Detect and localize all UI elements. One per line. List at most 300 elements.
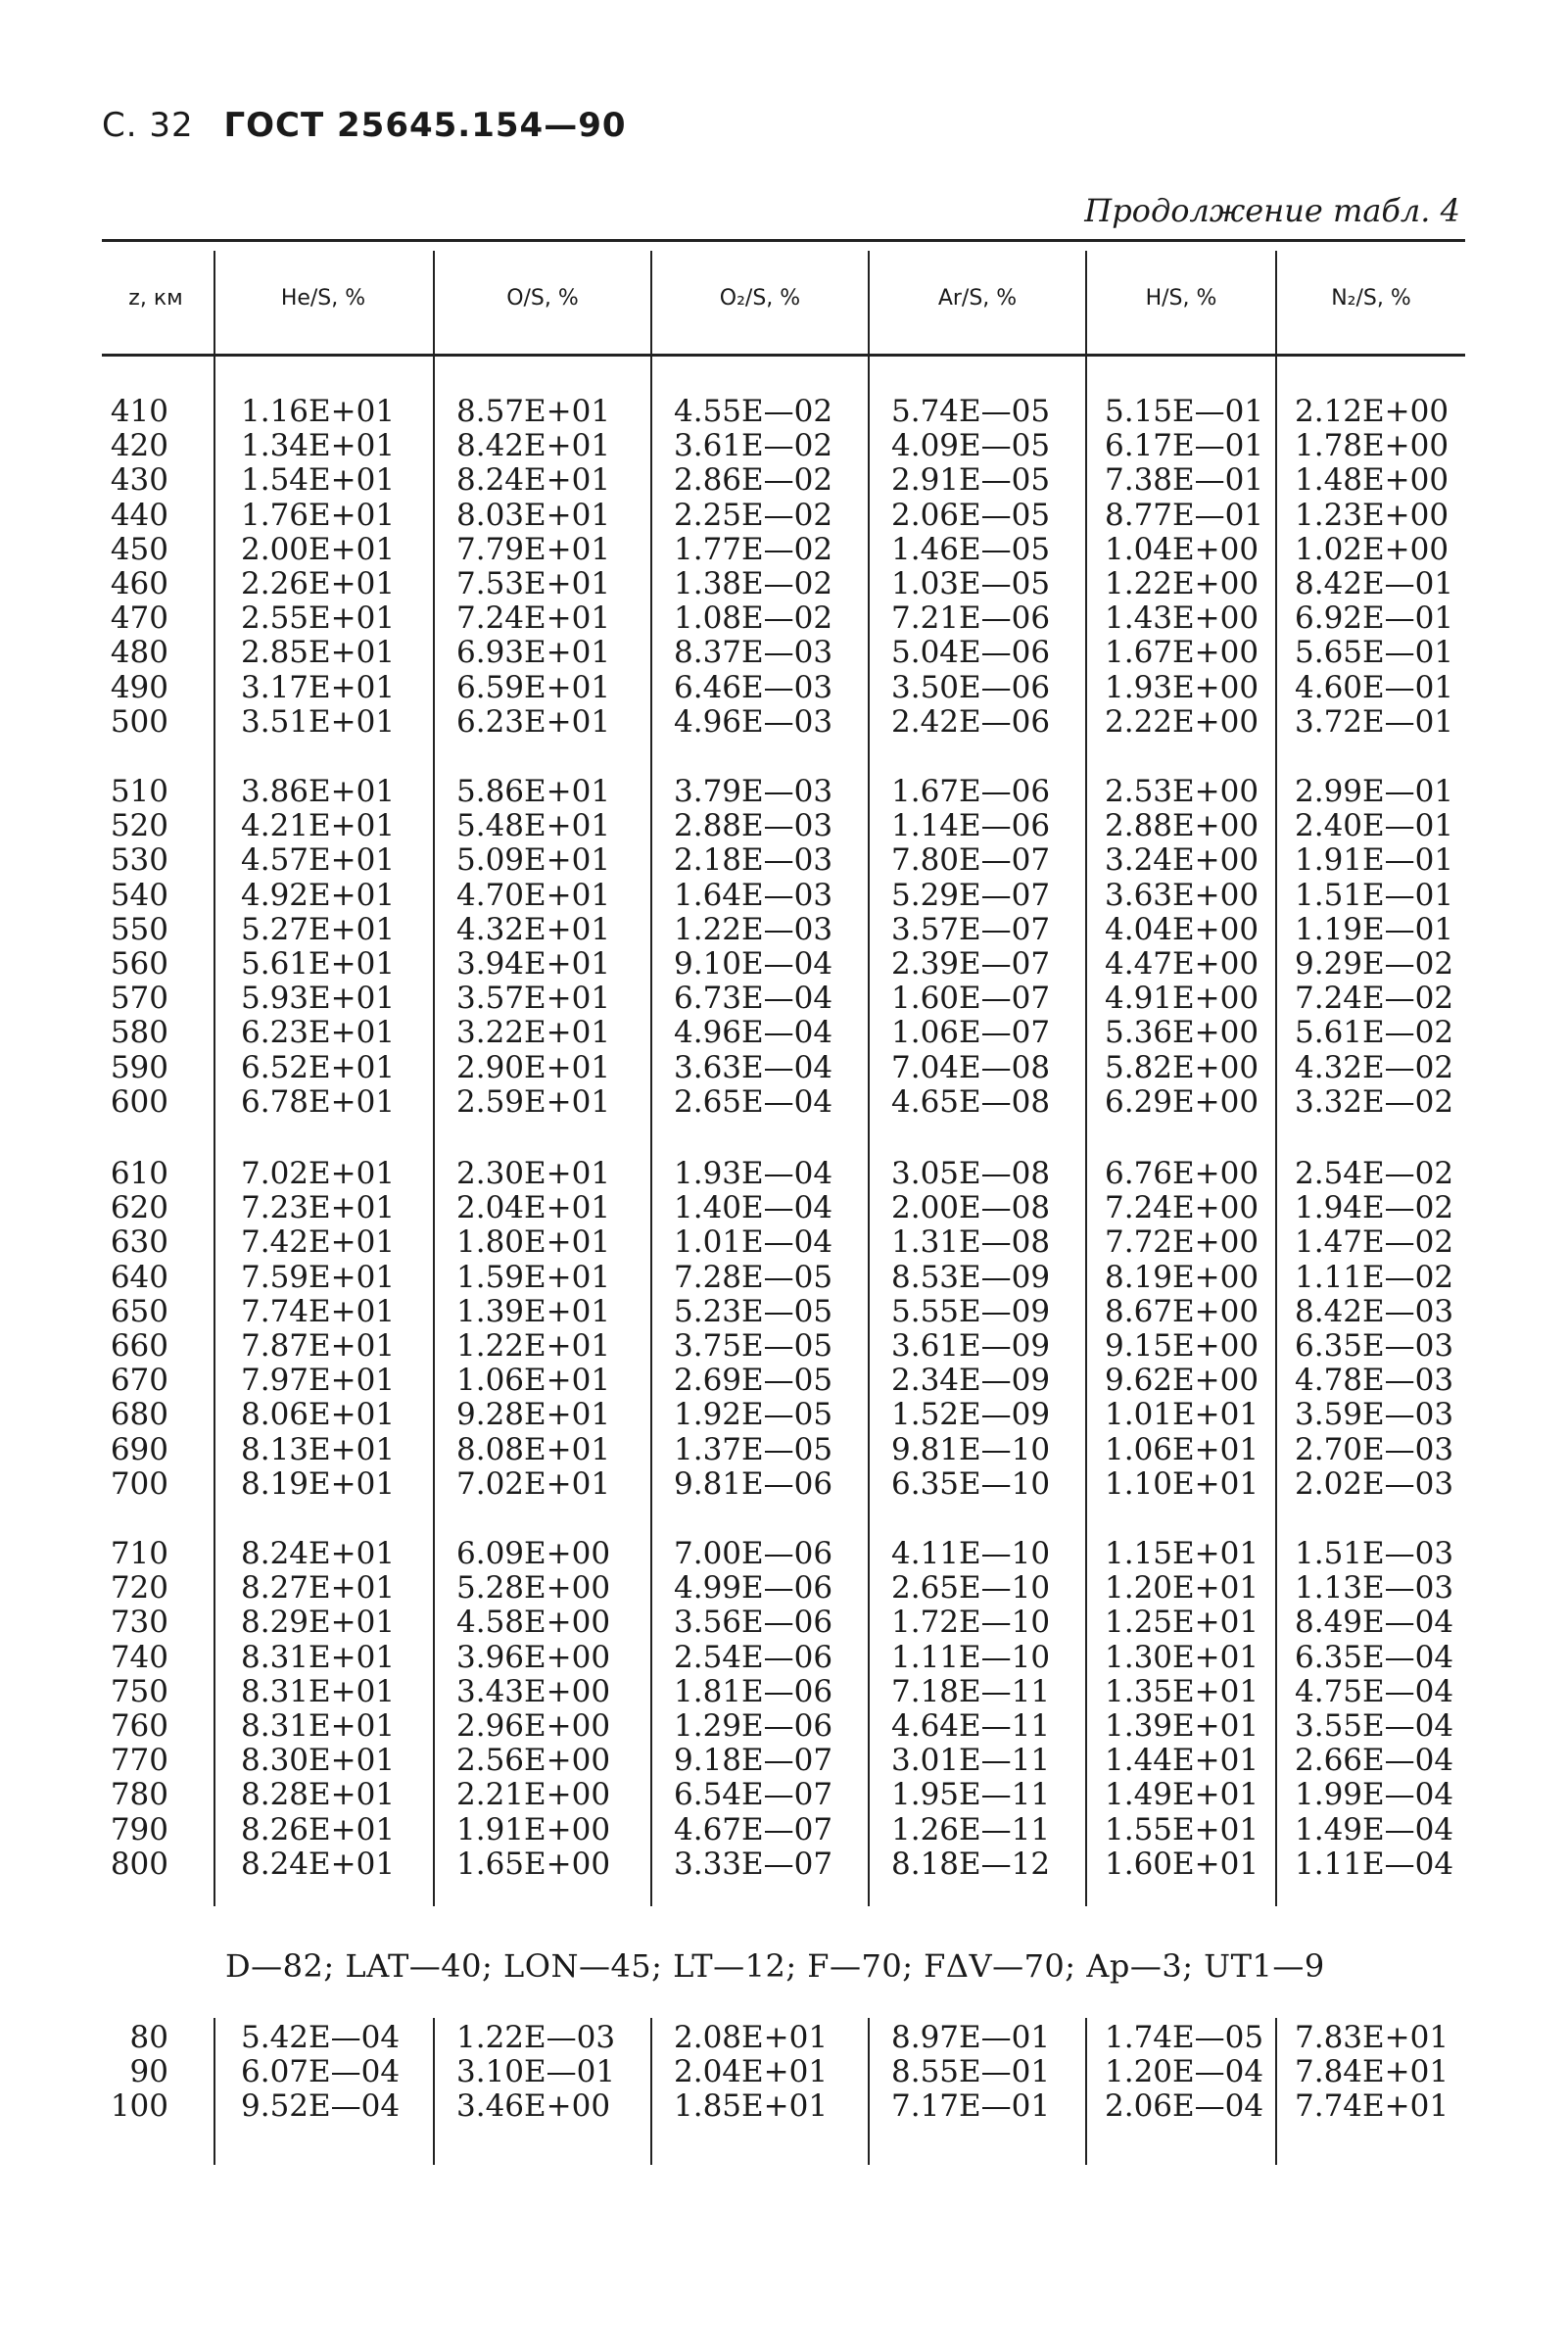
cell-he: 2.85E+01 <box>241 635 396 671</box>
cell-o: 6.23E+01 <box>456 703 611 740</box>
cell-o: 2.90E+01 <box>456 1049 611 1085</box>
table-row <box>102 1190 1465 1226</box>
cell-z: 680 <box>110 1397 168 1433</box>
cell-ar: 1.67E—06 <box>891 774 1051 809</box>
cell-z: 480 <box>110 635 168 671</box>
cell-o: 1.39E+01 <box>456 1293 611 1329</box>
cell-z: 770 <box>110 1743 168 1779</box>
cell-o2: 1.22E—03 <box>674 911 833 947</box>
cell-n2: 4.32E—02 <box>1295 1049 1454 1085</box>
cell-o: 6.09E+00 <box>456 1536 611 1571</box>
cell-he: 3.51E+01 <box>241 703 396 740</box>
cell-o: 7.24E+01 <box>456 600 611 637</box>
table-row <box>102 428 1465 464</box>
cell-ar: 1.26E—11 <box>891 1811 1051 1847</box>
col-header-o: O/S, % <box>506 286 579 311</box>
cell-he: 8.13E+01 <box>241 1431 396 1467</box>
cell-n2: 5.61E—02 <box>1295 1015 1454 1051</box>
cell-ar: 8.18E—12 <box>891 1846 1051 1882</box>
cell-he: 5.27E+01 <box>241 911 396 947</box>
cell-o2: 2.08E+01 <box>674 2020 829 2055</box>
cell-n2: 4.75E—04 <box>1295 1673 1454 1709</box>
cell-ar: 2.39E—07 <box>891 946 1051 982</box>
col-header-n2: N₂/S, % <box>1331 286 1411 311</box>
cell-h: 1.25E+01 <box>1105 1605 1259 1641</box>
col-header-h: H/S, % <box>1145 286 1217 311</box>
cell-ar: 9.81E—10 <box>891 1431 1051 1467</box>
cell-ar: 1.95E—11 <box>891 1777 1051 1813</box>
cell-he: 9.52E—04 <box>241 2088 401 2125</box>
cell-o: 1.06E+01 <box>456 1363 611 1399</box>
cell-ar: 8.55E—01 <box>891 2054 1051 2090</box>
cell-o: 5.86E+01 <box>456 774 611 809</box>
cell-h: 5.15E—01 <box>1105 394 1264 429</box>
table-row <box>102 1397 1465 1433</box>
cell-h: 1.39E+01 <box>1105 1708 1259 1744</box>
cell-o: 5.09E+01 <box>456 842 611 879</box>
cell-h: 2.22E+00 <box>1105 703 1259 740</box>
cell-z: 600 <box>110 1083 168 1120</box>
cell-n2: 4.60E—01 <box>1295 669 1454 705</box>
cell-o: 2.30E+01 <box>456 1156 611 1191</box>
cell-he: 8.24E+01 <box>241 1846 396 1882</box>
cell-o: 4.32E+01 <box>456 911 611 947</box>
cell-z: 440 <box>110 497 168 533</box>
cell-he: 6.23E+01 <box>241 1015 396 1051</box>
cell-n2: 1.99E—04 <box>1295 1777 1454 1813</box>
cell-o2: 1.40E—04 <box>674 1190 833 1226</box>
cell-n2: 6.35E—03 <box>1295 1328 1454 1364</box>
cell-z: 620 <box>110 1190 168 1226</box>
cell-he: 6.07E—04 <box>241 2054 401 2090</box>
table-row <box>102 1015 1465 1051</box>
cell-ar: 2.34E—09 <box>891 1363 1051 1399</box>
cell-he: 8.31E+01 <box>241 1708 396 1744</box>
cell-h: 1.44E+01 <box>1105 1743 1259 1779</box>
cell-he: 4.21E+01 <box>241 808 396 844</box>
cell-he: 7.74E+01 <box>241 1293 396 1329</box>
cell-n2: 8.42E—03 <box>1295 1293 1454 1329</box>
cell-o2: 3.56E—06 <box>674 1605 833 1641</box>
cell-he: 7.87E+01 <box>241 1328 396 1364</box>
cell-o: 3.10E—01 <box>456 2054 616 2090</box>
cell-z: 550 <box>110 911 168 947</box>
cell-ar: 7.80E—07 <box>891 842 1051 879</box>
cell-h: 1.06E+01 <box>1105 1431 1259 1467</box>
cell-he: 5.93E+01 <box>241 981 396 1017</box>
table-row <box>102 774 1465 807</box>
cell-ar: 2.00E—08 <box>891 1190 1051 1226</box>
cell-o2: 1.92E—05 <box>674 1397 833 1433</box>
cell-h: 2.06E—04 <box>1105 2088 1264 2125</box>
cell-ar: 2.91E—05 <box>891 462 1051 499</box>
cell-n2: 1.11E—02 <box>1295 1259 1454 1295</box>
cell-o: 5.28E+00 <box>456 1570 611 1607</box>
cell-ar: 1.46E—05 <box>891 531 1051 567</box>
table-row <box>102 1812 1465 1846</box>
cell-z: 450 <box>110 531 168 567</box>
cell-ar: 5.74E—05 <box>891 394 1051 429</box>
cell-he: 1.76E+01 <box>241 497 396 533</box>
cell-n2: 1.02E+00 <box>1295 531 1449 567</box>
cell-ar: 5.29E—07 <box>891 877 1051 913</box>
cell-n2: 1.13E—03 <box>1295 1570 1454 1607</box>
cell-z: 790 <box>110 1811 168 1847</box>
table-row <box>102 1224 1465 1261</box>
cell-h: 6.76E+00 <box>1105 1156 1259 1191</box>
cell-o2: 2.18E—03 <box>674 842 833 879</box>
table-row <box>102 2054 1465 2090</box>
cell-o2: 1.81E—06 <box>674 1673 833 1709</box>
cell-z: 650 <box>110 1293 168 1329</box>
cell-he: 7.02E+01 <box>241 1156 396 1191</box>
cell-z: 460 <box>110 566 168 601</box>
cell-z: 570 <box>110 981 168 1017</box>
cell-o2: 1.77E—02 <box>674 531 833 567</box>
cell-he: 1.34E+01 <box>241 428 396 464</box>
cell-h: 5.82E+00 <box>1105 1049 1259 1085</box>
table-row <box>102 566 1465 599</box>
cell-ar: 3.57E—07 <box>891 911 1051 947</box>
cell-o2: 3.75E—05 <box>674 1328 833 1364</box>
cell-n2: 2.66E—04 <box>1295 1743 1454 1779</box>
cell-n2: 2.40E—01 <box>1295 808 1454 844</box>
cell-o: 8.57E+01 <box>456 394 611 429</box>
cell-ar: 3.01E—11 <box>891 1743 1051 1779</box>
cell-z: 670 <box>110 1363 168 1399</box>
table-row <box>102 1363 1465 1399</box>
cell-h: 1.67E+00 <box>1105 635 1259 671</box>
table-row <box>102 1050 1465 1083</box>
cell-h: 1.15E+01 <box>1105 1536 1259 1571</box>
cell-he: 6.52E+01 <box>241 1049 396 1085</box>
cell-n2: 1.23E+00 <box>1295 497 1449 533</box>
cell-z: 660 <box>110 1328 168 1364</box>
cell-ar: 8.53E—09 <box>891 1259 1051 1295</box>
table-row <box>102 1570 1465 1607</box>
table-row <box>102 1432 1465 1465</box>
cell-z: 750 <box>110 1673 168 1709</box>
cell-o: 3.22E+01 <box>456 1015 611 1051</box>
cell-n2: 3.72E—01 <box>1295 703 1454 740</box>
cell-o: 7.79E+01 <box>456 531 611 567</box>
cell-n2: 1.91E—01 <box>1295 842 1454 879</box>
cell-z: 530 <box>110 842 168 879</box>
cell-h: 7.72E+00 <box>1105 1224 1259 1261</box>
cell-he: 5.61E+01 <box>241 946 396 982</box>
cell-o: 2.59E+01 <box>456 1083 611 1120</box>
cell-ar: 2.42E—06 <box>891 703 1051 740</box>
cell-ar: 4.09E—05 <box>891 428 1051 464</box>
cell-ar: 3.61E—09 <box>891 1328 1051 1364</box>
cell-o2: 2.04E+01 <box>674 2054 829 2090</box>
cell-o2: 1.85E+01 <box>674 2088 829 2125</box>
cell-n2: 7.84E+01 <box>1295 2054 1449 2090</box>
cell-o: 1.91E+00 <box>456 1811 611 1847</box>
cell-n2: 6.35E—04 <box>1295 1639 1454 1675</box>
cell-n2: 3.55E—04 <box>1295 1708 1454 1744</box>
col-header-ar: Ar/S, % <box>937 286 1018 311</box>
cell-o2: 2.88E—03 <box>674 808 833 844</box>
cell-o: 4.70E+01 <box>456 877 611 913</box>
cell-he: 8.30E+01 <box>241 1743 396 1779</box>
cell-ar: 1.06E—07 <box>891 1015 1051 1051</box>
cell-o: 3.46E+00 <box>456 2088 611 2125</box>
cell-z: 630 <box>110 1224 168 1261</box>
cell-he: 8.19E+01 <box>241 1465 396 1502</box>
table-row <box>102 1708 1465 1742</box>
page-header <box>102 106 627 145</box>
cell-h: 9.62E+00 <box>1105 1363 1259 1399</box>
cell-h: 4.47E+00 <box>1105 946 1259 982</box>
cell-h: 7.24E+00 <box>1105 1190 1259 1226</box>
cell-o2: 4.55E—02 <box>674 394 833 429</box>
cell-ar: 7.17E—01 <box>891 2088 1051 2125</box>
cell-h: 3.63E+00 <box>1105 877 1259 913</box>
cell-ar: 3.50E—06 <box>891 669 1051 705</box>
cell-he: 8.24E+01 <box>241 1536 396 1571</box>
cell-n2: 8.49E—04 <box>1295 1605 1454 1641</box>
cell-h: 1.74E—05 <box>1105 2020 1264 2055</box>
cell-o: 1.22E—03 <box>456 2020 616 2055</box>
cell-o2: 2.86E—02 <box>674 462 833 499</box>
table-row <box>102 1260 1465 1293</box>
col-header-o2: O₂/S, % <box>719 286 801 311</box>
cell-n2: 1.49E—04 <box>1295 1811 1454 1847</box>
cell-n2: 2.12E+00 <box>1295 394 1449 429</box>
cell-o: 2.56E+00 <box>456 1743 611 1779</box>
table-row <box>102 1605 1465 1641</box>
cell-o2: 6.54E—07 <box>674 1777 833 1813</box>
cell-o: 8.24E+01 <box>456 462 611 499</box>
cell-h: 2.88E+00 <box>1105 808 1259 844</box>
table-header-rule <box>102 354 1465 357</box>
table-row <box>102 1328 1465 1362</box>
cell-n2: 1.51E—01 <box>1295 877 1454 913</box>
cell-he: 7.23E+01 <box>241 1190 396 1226</box>
cell-he: 2.55E+01 <box>241 600 396 637</box>
table-row <box>102 878 1465 911</box>
cell-he: 4.57E+01 <box>241 842 396 879</box>
cell-o: 7.02E+01 <box>456 1465 611 1502</box>
cell-he: 8.29E+01 <box>241 1605 396 1641</box>
cell-o: 1.59E+01 <box>456 1259 611 1295</box>
table-row <box>102 2020 1465 2053</box>
cell-h: 6.29E+00 <box>1105 1083 1259 1120</box>
cell-o2: 2.25E—02 <box>674 497 833 533</box>
cell-n2: 7.74E+01 <box>1295 2088 1449 2125</box>
cell-o2: 9.10E—04 <box>674 946 833 982</box>
table-row <box>102 946 1465 980</box>
cell-ar: 1.31E—08 <box>891 1224 1051 1261</box>
cell-he: 3.17E+01 <box>241 669 396 705</box>
cell-o2: 1.29E—06 <box>674 1708 833 1744</box>
cell-n2: 1.11E—04 <box>1295 1846 1454 1882</box>
cell-o2: 9.18E—07 <box>674 1743 833 1779</box>
cell-z: 740 <box>110 1639 168 1675</box>
cell-n2: 1.47E—02 <box>1295 1224 1454 1261</box>
cell-z: 100 <box>110 2088 168 2125</box>
cell-o2: 3.79E—03 <box>674 774 833 809</box>
cell-he: 5.42E—04 <box>241 2020 401 2055</box>
cell-ar: 7.21E—06 <box>891 600 1051 637</box>
cell-o2: 1.64E—03 <box>674 877 833 913</box>
cell-n2: 3.59E—03 <box>1295 1397 1454 1433</box>
cell-o: 8.08E+01 <box>456 1431 611 1467</box>
cell-ar: 1.11E—10 <box>891 1639 1051 1675</box>
cell-o: 3.57E+01 <box>456 981 611 1017</box>
cell-n2: 1.19E—01 <box>1295 911 1454 947</box>
cell-h: 1.04E+00 <box>1105 531 1259 567</box>
cell-ar: 7.04E—08 <box>891 1049 1051 1085</box>
col-header-he: He/S, % <box>280 286 366 311</box>
cell-o2: 8.37E—03 <box>674 635 833 671</box>
cell-n2: 4.78E—03 <box>1295 1363 1454 1399</box>
cell-o2: 2.69E—05 <box>674 1363 833 1399</box>
cell-ar: 1.14E—06 <box>891 808 1051 844</box>
cell-h: 1.60E+01 <box>1105 1846 1259 1882</box>
table-row <box>102 394 1465 427</box>
cell-o: 7.53E+01 <box>456 566 611 601</box>
cell-z: 720 <box>110 1570 168 1607</box>
cell-he: 7.59E+01 <box>241 1259 396 1295</box>
cell-n2: 2.99E—01 <box>1295 774 1454 809</box>
cell-o2: 4.99E—06 <box>674 1570 833 1607</box>
cell-o: 3.43E+00 <box>456 1673 611 1709</box>
cell-ar: 2.65E—10 <box>891 1570 1051 1607</box>
cell-h: 1.20E—04 <box>1105 2054 1264 2090</box>
cell-o: 2.21E+00 <box>456 1777 611 1813</box>
cell-o2: 4.96E—04 <box>674 1015 833 1051</box>
cell-he: 8.27E+01 <box>241 1570 396 1607</box>
table-row <box>102 1294 1465 1327</box>
cell-n2: 5.65E—01 <box>1295 635 1454 671</box>
cell-z: 560 <box>110 946 168 982</box>
table-row <box>102 670 1465 703</box>
cell-z: 730 <box>110 1605 168 1641</box>
cell-n2: 2.70E—03 <box>1295 1431 1454 1467</box>
cell-ar: 1.03E—05 <box>891 566 1051 601</box>
cell-o2: 7.28E—05 <box>674 1259 833 1295</box>
cell-h: 1.01E+01 <box>1105 1397 1259 1433</box>
cell-o: 8.42E+01 <box>456 428 611 464</box>
cell-n2: 1.94E—02 <box>1295 1190 1454 1226</box>
page-number: С. 32 <box>102 106 194 145</box>
cell-z: 700 <box>110 1465 168 1502</box>
cell-z: 430 <box>110 462 168 499</box>
table-top-rule <box>102 239 1465 242</box>
cell-o2: 1.37E—05 <box>674 1431 833 1467</box>
cell-z: 590 <box>110 1049 168 1085</box>
cell-o2: 1.38E—02 <box>674 566 833 601</box>
cell-o2: 3.63E—04 <box>674 1049 833 1085</box>
cell-o2: 6.46E—03 <box>674 669 833 705</box>
cell-n2: 3.32E—02 <box>1295 1083 1454 1120</box>
table-row <box>102 704 1465 738</box>
cell-h: 4.91E+00 <box>1105 981 1259 1017</box>
cell-z: 580 <box>110 1015 168 1051</box>
cell-ar: 4.65E—08 <box>891 1083 1051 1120</box>
cell-z: 640 <box>110 1259 168 1295</box>
cell-n2: 1.78E+00 <box>1295 428 1449 464</box>
cell-h: 1.35E+01 <box>1105 1673 1259 1709</box>
cell-o2: 5.23E—05 <box>674 1293 833 1329</box>
cell-h: 8.19E+00 <box>1105 1259 1259 1295</box>
cell-z: 520 <box>110 808 168 844</box>
table-row <box>102 1743 1465 1779</box>
cell-h: 1.30E+01 <box>1105 1639 1259 1675</box>
table-row <box>102 635 1465 671</box>
cell-o2: 2.54E—06 <box>674 1639 833 1675</box>
cell-ar: 4.64E—11 <box>891 1708 1051 1744</box>
cell-ar: 5.04E—06 <box>891 635 1051 671</box>
cell-z: 500 <box>110 703 168 740</box>
cell-o2: 2.65E—04 <box>674 1083 833 1120</box>
cell-h: 1.22E+00 <box>1105 566 1259 601</box>
cell-o: 9.28E+01 <box>456 1397 611 1433</box>
cell-he: 2.26E+01 <box>241 566 396 601</box>
cell-o: 8.03E+01 <box>456 497 611 533</box>
cell-z: 420 <box>110 428 168 464</box>
cell-o: 3.94E+01 <box>456 946 611 982</box>
cell-he: 8.26E+01 <box>241 1811 396 1847</box>
cell-n2: 7.24E—02 <box>1295 981 1454 1017</box>
cell-z: 780 <box>110 1777 168 1813</box>
cell-z: 760 <box>110 1708 168 1744</box>
cell-h: 3.24E+00 <box>1105 842 1259 879</box>
cell-o: 4.58E+00 <box>456 1605 611 1641</box>
cell-ar: 2.06E—05 <box>891 497 1051 533</box>
cell-n2: 6.92E—01 <box>1295 600 1454 637</box>
cell-h: 1.43E+00 <box>1105 600 1259 637</box>
cell-he: 7.42E+01 <box>241 1224 396 1261</box>
cell-o: 1.22E+01 <box>456 1328 611 1364</box>
cell-o2: 9.81E—06 <box>674 1465 833 1502</box>
cell-o2: 1.93E—04 <box>674 1156 833 1191</box>
cell-z: 540 <box>110 877 168 913</box>
cell-o2: 1.01E—04 <box>674 1224 833 1261</box>
table-row <box>102 1156 1465 1189</box>
cell-h: 8.77E—01 <box>1105 497 1264 533</box>
cell-n2: 8.42E—01 <box>1295 566 1454 601</box>
cell-h: 1.93E+00 <box>1105 669 1259 705</box>
cell-o: 6.93E+01 <box>456 635 611 671</box>
cell-h: 7.38E—01 <box>1105 462 1264 499</box>
cell-ar: 3.05E—08 <box>891 1156 1051 1191</box>
table-row <box>102 1084 1465 1118</box>
cell-he: 3.86E+01 <box>241 774 396 809</box>
table-row <box>102 2088 1465 2125</box>
cell-n2: 7.83E+01 <box>1295 2020 1449 2055</box>
cell-ar: 8.97E—01 <box>891 2020 1051 2055</box>
cell-o: 5.48E+01 <box>456 808 611 844</box>
table-row <box>102 808 1465 844</box>
table-row <box>102 498 1465 531</box>
cell-o2: 3.33E—07 <box>674 1846 833 1882</box>
cell-ar: 5.55E—09 <box>891 1293 1051 1329</box>
col-header-z: z, км <box>128 286 183 311</box>
cell-o2: 6.73E—04 <box>674 981 833 1017</box>
cell-z: 800 <box>110 1846 168 1882</box>
cell-n2: 1.48E+00 <box>1295 462 1449 499</box>
cell-he: 7.97E+01 <box>241 1363 396 1399</box>
cell-h: 1.10E+01 <box>1105 1465 1259 1502</box>
cell-o: 3.96E+00 <box>456 1639 611 1675</box>
cell-o: 6.59E+01 <box>456 669 611 705</box>
cell-z: 90 <box>129 2054 168 2090</box>
cell-z: 710 <box>110 1536 168 1571</box>
cell-h: 5.36E+00 <box>1105 1015 1259 1051</box>
